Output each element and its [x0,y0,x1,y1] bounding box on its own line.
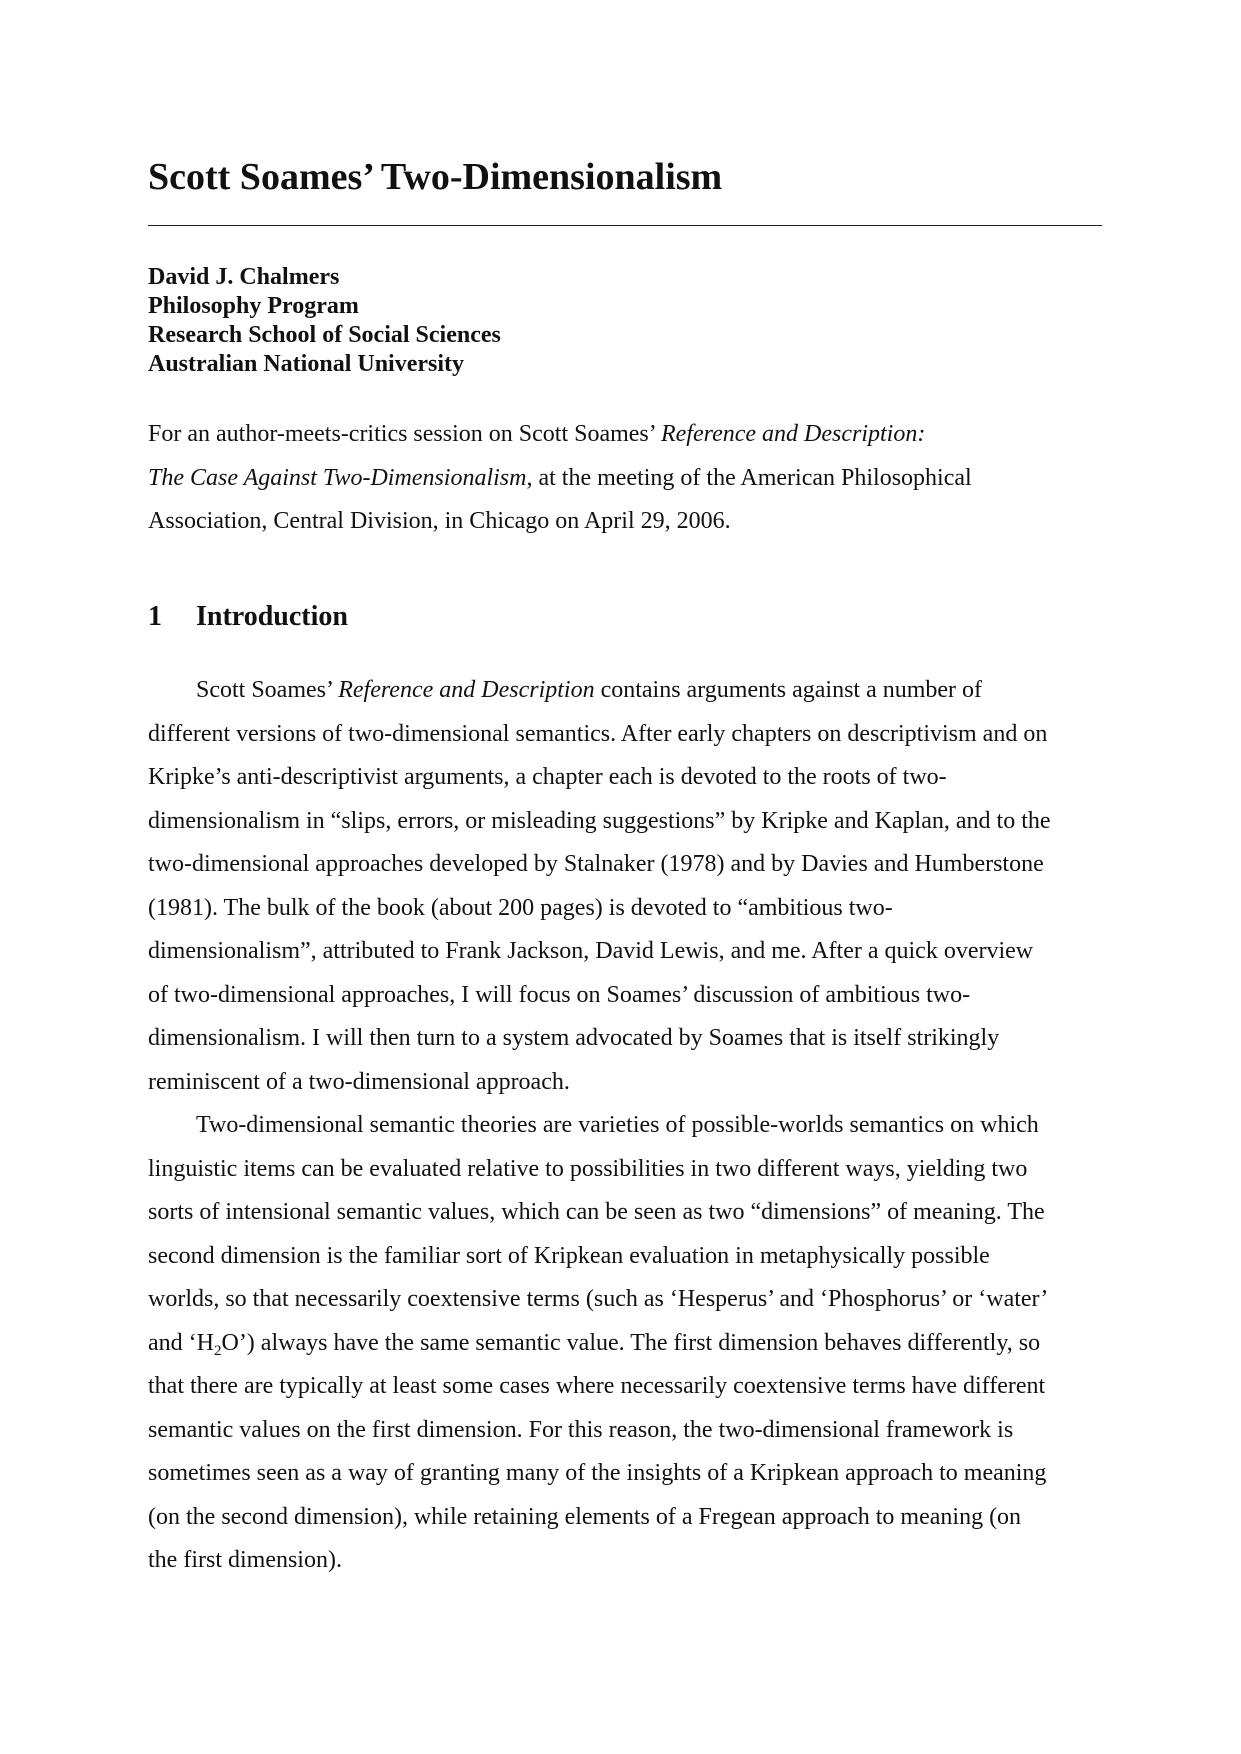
text-line: semantic values on the first dimension. For this reason, the two-dimensional framework is [148,1416,1014,1443]
text-line: (on the second dimension), while retaining elements of a Fregean approach to meaning (on [148,1503,1022,1530]
text-line [148,1322,1108,1366]
text-span: O’) always have the same semantic value. The first dimension behaves differently, so [221,1329,1041,1356]
text-line: sorts of intensional semantic values, which can be seen as two “dimensions” of meaning. The [148,1199,1045,1225]
author-name: David J. Chalmers [148,264,340,290]
section-title: Introduction [196,601,348,632]
author-university: Australian National University [148,351,465,377]
text-line [148,669,1108,713]
text-line: reminiscent of a two-dimensional approach. [148,1068,570,1095]
book-title-italic: Reference and Description [338,677,595,703]
note-text: , at the meeting of the American Philosophical [526,464,972,491]
text-span: contains arguments against a number of [594,677,983,703]
paragraph-2 [148,1104,1108,1583]
note-line [148,457,1118,501]
text-line: linguistic items can be evaluated relative to possibilities in two different ways, yielding two [148,1155,1028,1182]
text-line: of two-dimensional approaches, I will focus on Soames’ discussion of ambitious two- [148,981,971,1008]
note-line [148,413,1118,457]
section-body [148,669,1108,1583]
text-line: dimensionalism”, attributed to Frank Jackson, David Lewis, and me. After a quick overview [148,938,1034,964]
text-line: different versions of two-dimensional semantics. After early chapters on descriptivism and on [148,720,1048,747]
title-divider [148,225,1102,226]
text-line: Kripke’s anti-descriptivist arguments, a chapter each is devoted to the roots of two- [148,764,947,790]
text-line: the first dimension). [148,1547,342,1573]
session-note [148,413,1118,544]
text-line: Two-dimensional semantic theories are varieties of possible-worlds semantics on which [196,1112,1039,1138]
text-line: worlds, so that necessarily coextensive terms (such as ‘Hesperus’ and ‘Phosphorus’ or ‘water’ [148,1286,1049,1312]
paper-title: Scott Soames’ Two-Dimensionalism [148,156,723,198]
book-title-italic: Reference and Description: [660,421,926,447]
text-line: two-dimensional approaches developed by Stalnaker (1978) and by Davies and Humberstone [148,851,1044,877]
book-subtitle-italic: The Case Against Two-Dimensionalism [148,464,527,491]
note-text: For an author-meets-critics session on Scott Soames’ [148,421,661,447]
text-line: dimensionalism. I will then turn to a system advocated by Soames that is itself strikingly [148,1025,1000,1051]
author-block [148,263,501,379]
note-line: Association, Central Division, in Chicago on April 29, 2006. [148,508,731,534]
author-program: Philosophy Program [148,293,359,319]
text-line: second dimension is the familiar sort of Kripkean evaluation in metaphysically possible [148,1242,990,1269]
text-line: that there are typically at least some cases where necessarily coextensive terms have different [148,1373,1046,1399]
text-line: (1981). The bulk of the book (about 200 pages) is devoted to “ambitious two- [148,894,893,921]
author-school: Research School of Social Sciences [148,322,501,348]
text-span: and ‘H [148,1329,214,1356]
subscript: 2 [213,1342,222,1359]
section-number: 1 [148,601,162,632]
text-span: Scott Soames’ [196,677,339,703]
text-line: dimensionalism in “slips, errors, or misleading suggestions” by Kripke and Kaplan, and to the [148,807,1051,834]
paragraph-1 [148,669,1108,1104]
section-heading [148,599,348,635]
text-line: sometimes seen as a way of granting many of the insights of a Kripkean approach to meaning [148,1460,1047,1486]
